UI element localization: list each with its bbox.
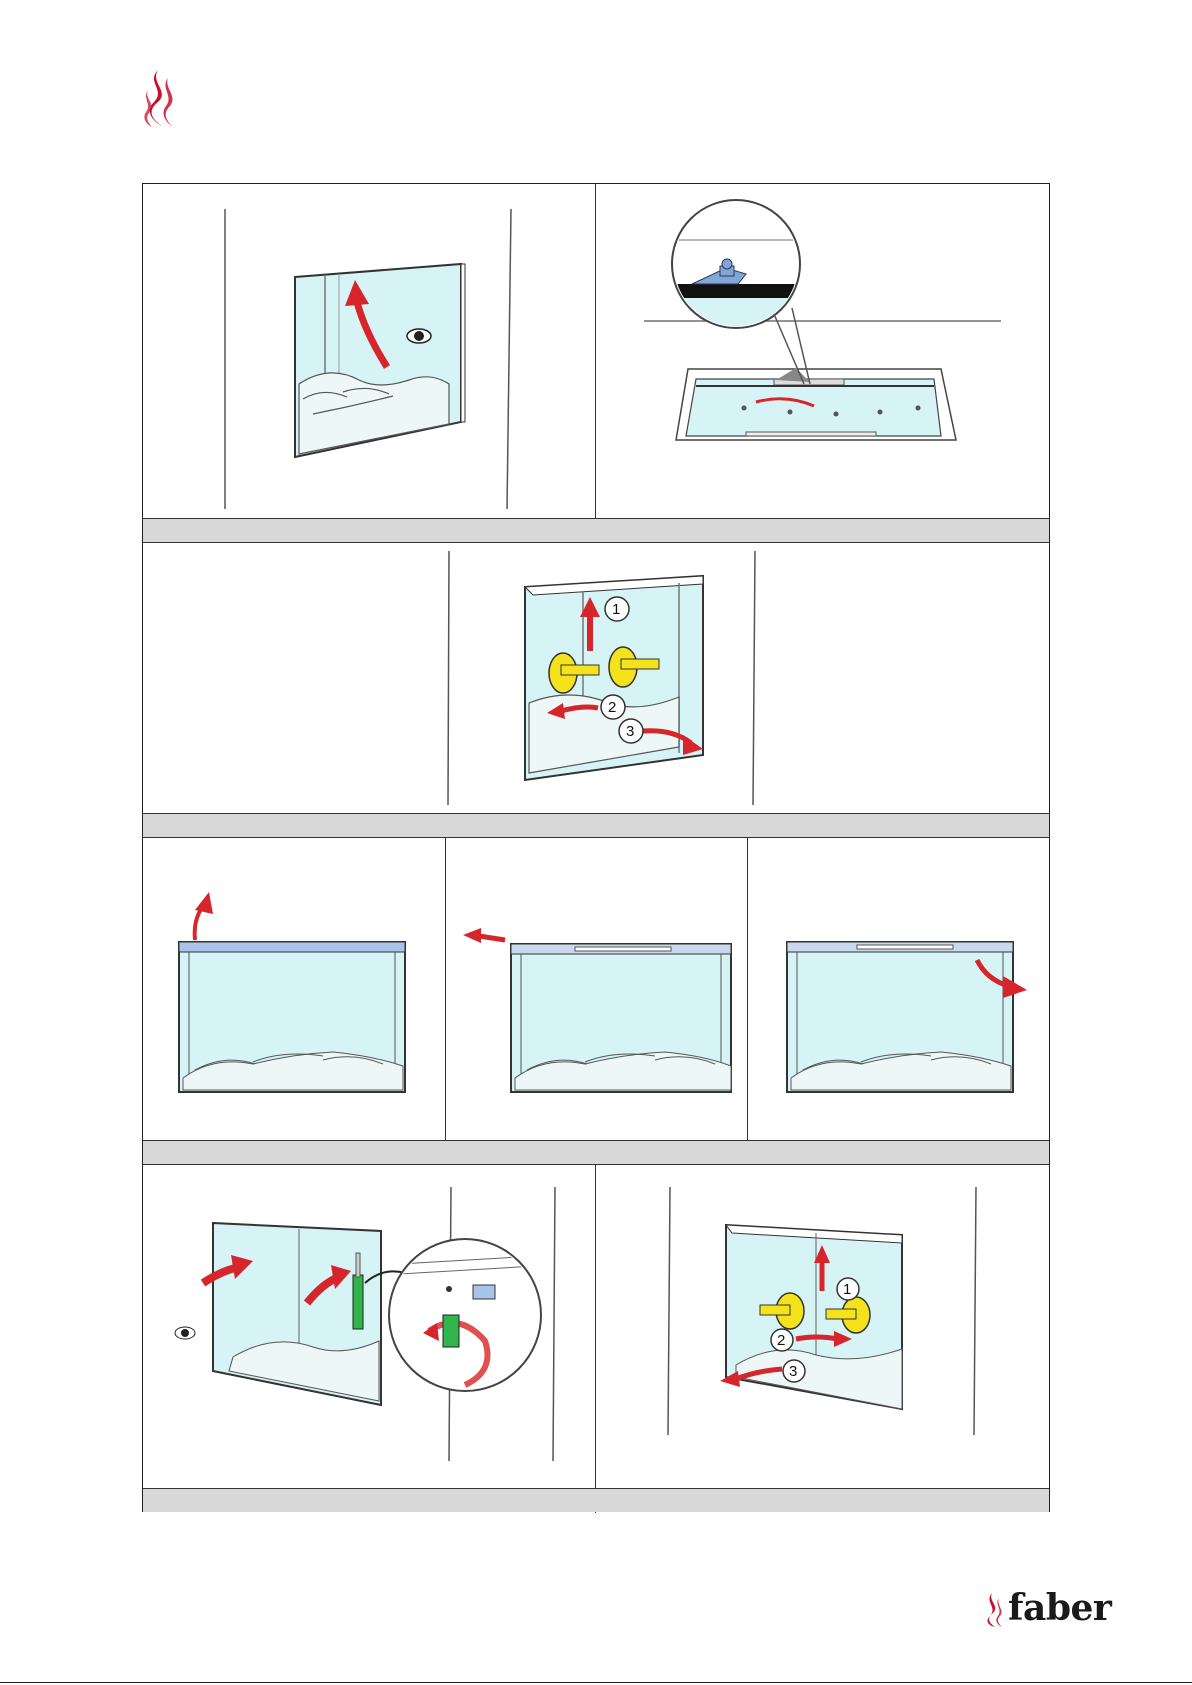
row4-divider [595,1165,596,1513]
brand-wordmark: faber [1008,1587,1112,1629]
step-suction-reinstall [596,1165,1049,1488]
callout-2: 2 [608,699,617,716]
callout-1: 1 [612,601,621,618]
top-strip-slide-illustration [445,838,747,1140]
step-suction-cups [143,543,1049,813]
caption-row4-right [596,1488,1049,1512]
step-glass-tilt-out [747,838,1049,1140]
step-clip-detail [596,184,1049,518]
glass-tilt-illustration [747,838,1049,1140]
flame-logo-icon [136,68,182,128]
step-top-strip-lift [143,838,445,1140]
fireplace-lift-illustration [143,184,595,518]
callout-3: 3 [789,1363,798,1380]
row3-divider-2 [747,838,748,1165]
row1-divider [595,184,596,543]
caption-row4-left [143,1488,596,1512]
instruction-grid [142,183,1050,1512]
suction-reinstall-illustration [596,1165,1049,1488]
step-remove-glass-lift [143,184,595,518]
step-top-strip-slide [445,838,747,1140]
step-screwdriver-adjust [143,1165,595,1488]
faber-flame-icon [978,1592,1008,1628]
caption-row3-right [747,1140,1049,1165]
clip-magnifier-illustration [596,184,1049,518]
caption-row1-left [143,518,596,543]
caption-row2 [143,813,1049,838]
caption-row3-mid [445,1140,747,1165]
top-strip-lift-illustration [143,838,445,1140]
footer-rule [0,1682,1192,1683]
callout-1: 1 [843,1281,852,1298]
row3-divider-1 [445,838,446,1165]
suction-cup-illustration [143,543,1049,813]
screwdriver-illustration [143,1165,595,1488]
caption-row3-left [143,1140,445,1165]
callout-2: 2 [777,1332,786,1349]
callout-3: 3 [626,723,635,740]
caption-row1-right [596,518,1049,543]
